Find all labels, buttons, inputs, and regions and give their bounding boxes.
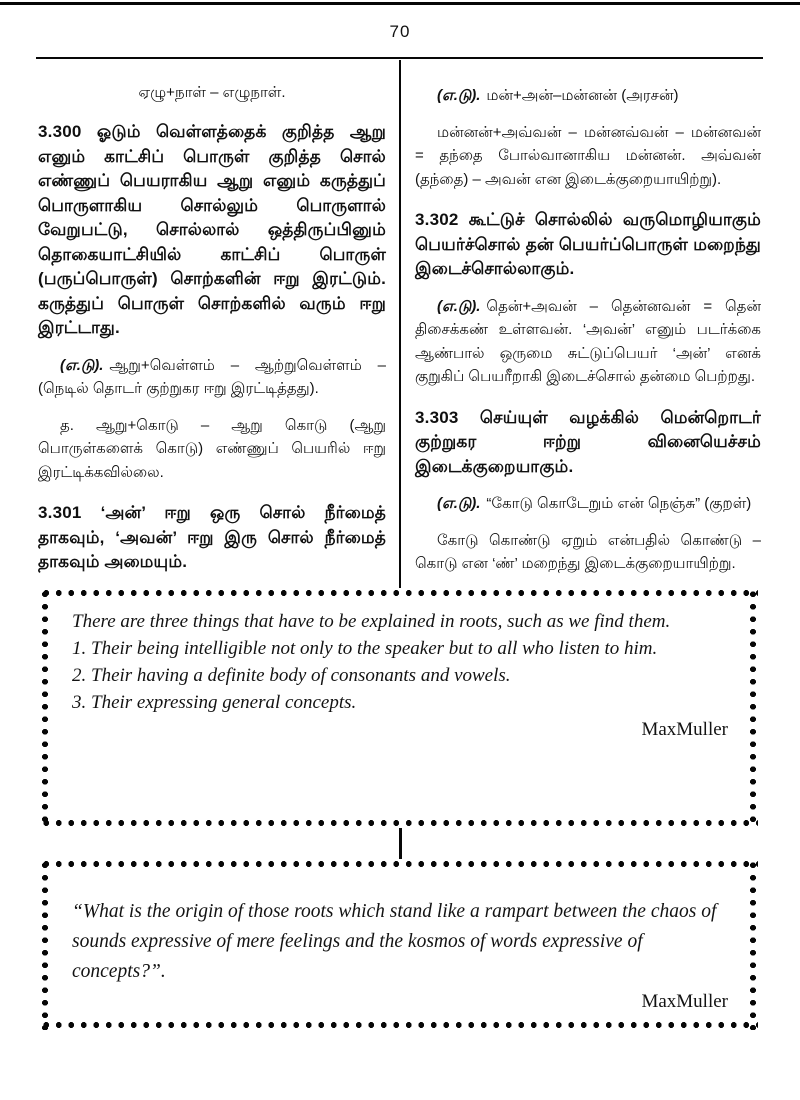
quote-box-roots-content xyxy=(40,588,758,743)
quote-attribution: MaxMuller xyxy=(641,991,728,1012)
example-paragraph-3303 xyxy=(415,492,761,516)
example-label: (எ.டு). xyxy=(437,297,481,315)
quote-line: 3. Their expressing general concepts. xyxy=(72,692,357,713)
quote-box-roots xyxy=(40,588,758,828)
left-column xyxy=(38,60,386,575)
example-text: ஆறு+வெள்ளம் – ஆற்றுவெள்ளம் – (நெடில் தொடர் குற்றுகர ஈறு இரட்டித்தது). xyxy=(38,356,386,397)
rule-3300-paragraph: 3.300 ஓடும் வெள்ளத்தைக் குறித்த ஆறு எனும் காட்சிப் பொருள் குறித்த சொல் எண்ணுப் பெயராகிய ஆறு எனும் கருத்துப் பொருளாகிய சொல்லும் பொருளால் வேறுபட்டு, சொல்லால் ஒத்திருப்பினும் தொகையாட்சியில் காட்சிப் பொருள் (பருப்பொருள்) சொற்களின் ஈறு இரட்டும். கருத்துப் பொருள் சொற்களில் வரும் ஈறு இரட்டாது. xyxy=(38,122,386,337)
example-paragraph-3300 xyxy=(38,354,386,401)
rule-3302-paragraph: 3.302 கூட்டுச் சொல்லில் வருமொழியாகும் பெயர்ச்சொல் தன் பெயர்ப்பொருள் மறைந்து இடைச்சொல்லாகும். xyxy=(415,210,761,278)
quote-line: 1. Their being intelligible not only to the speaker but to all who listen to him. xyxy=(72,638,658,659)
example-label: (எ.டு). xyxy=(437,87,481,104)
rule-3303-paragraph: 3.303 செய்யுள் வழக்கில் மென்றொடர் குற்றுகர ஈற்று வினையெச்சம் இடைக்குறையாகும். xyxy=(415,407,761,476)
quote-line: 2. Their having a definite body of consonants and vowels. xyxy=(72,665,511,686)
quote-text: “What is the origin of those roots which stand like a rampart between the chaos of sounds expressive of mere feelings and the kosmos of words expressive of concepts?”. xyxy=(72,901,717,982)
quote-box-origin xyxy=(40,859,758,1030)
quote-box-connector-line xyxy=(399,828,402,859)
example-text: “கோடு கொடேறும் என் நெஞ்சு” (குறள்) xyxy=(486,495,752,512)
example-label: (எ.டு). xyxy=(60,356,104,374)
column-divider-line xyxy=(399,60,401,588)
top-border-line xyxy=(0,2,800,5)
quote-line: There are three things that have to be explained in roots, such as we find them. xyxy=(72,611,671,632)
example-text: தென்+அவன் – தென்னவன் = தென் திசைக்கண் உள்ளவன். ‘அவன்’ எனும் படர்க்கை ஆண்பால் ஒருமை சுட்டுப்பெயர் ‘அன்’ எனக் குறுகிப் பெயரீறாகி இடைச்சொல் தன்மை பெற்றது. xyxy=(415,297,761,385)
example-paragraph-mannan xyxy=(415,84,761,108)
quote-attribution: MaxMuller xyxy=(641,719,728,740)
right-column xyxy=(415,60,761,576)
header-rule xyxy=(36,57,763,59)
note-paragraph-mannan: மன்னன்+அவ்வன் – மன்னவ்வன் – மன்னவன் = தந்தை போல்வானாகிய மன்னன். அவ்வன் (தந்தை) – அவன் என இடைக்குறையாயிற்று). xyxy=(415,123,761,188)
example-label: (எ.டு). xyxy=(437,495,481,512)
two-column-body xyxy=(36,60,763,588)
quote-box-origin-content xyxy=(40,859,758,1017)
note-paragraph-3300: த. ஆறு+கொடு – ஆறு கொடு (ஆறு பொருள்களைக் கொடு) எண்ணுப் பெயரில் ஈறு இரட்டிக்கவில்லை. xyxy=(38,416,386,481)
example-line-ezhunaal: ஏழு+நாள் – எழுநாள். xyxy=(138,84,286,101)
note-paragraph-3303: கோடு கொண்டு ஏறும் என்பதில் கொண்டு – கொடு என ‘ண்’ மறைந்து இடைக்குறையாயிற்று. xyxy=(415,531,761,572)
page-number: 70 xyxy=(389,22,411,41)
example-paragraph-3302 xyxy=(415,295,761,389)
example-text: மன்+அன்–மன்னன் (அரசன்) xyxy=(486,87,679,104)
rule-3301-paragraph: 3.301 ‘அன்’ ஈறு ஒரு சொல் நீர்மைத் தாகவும், ‘அவன்’ ஈறு இரு சொல் நீர்மைத் தாகவும் அமையும். xyxy=(38,503,386,571)
